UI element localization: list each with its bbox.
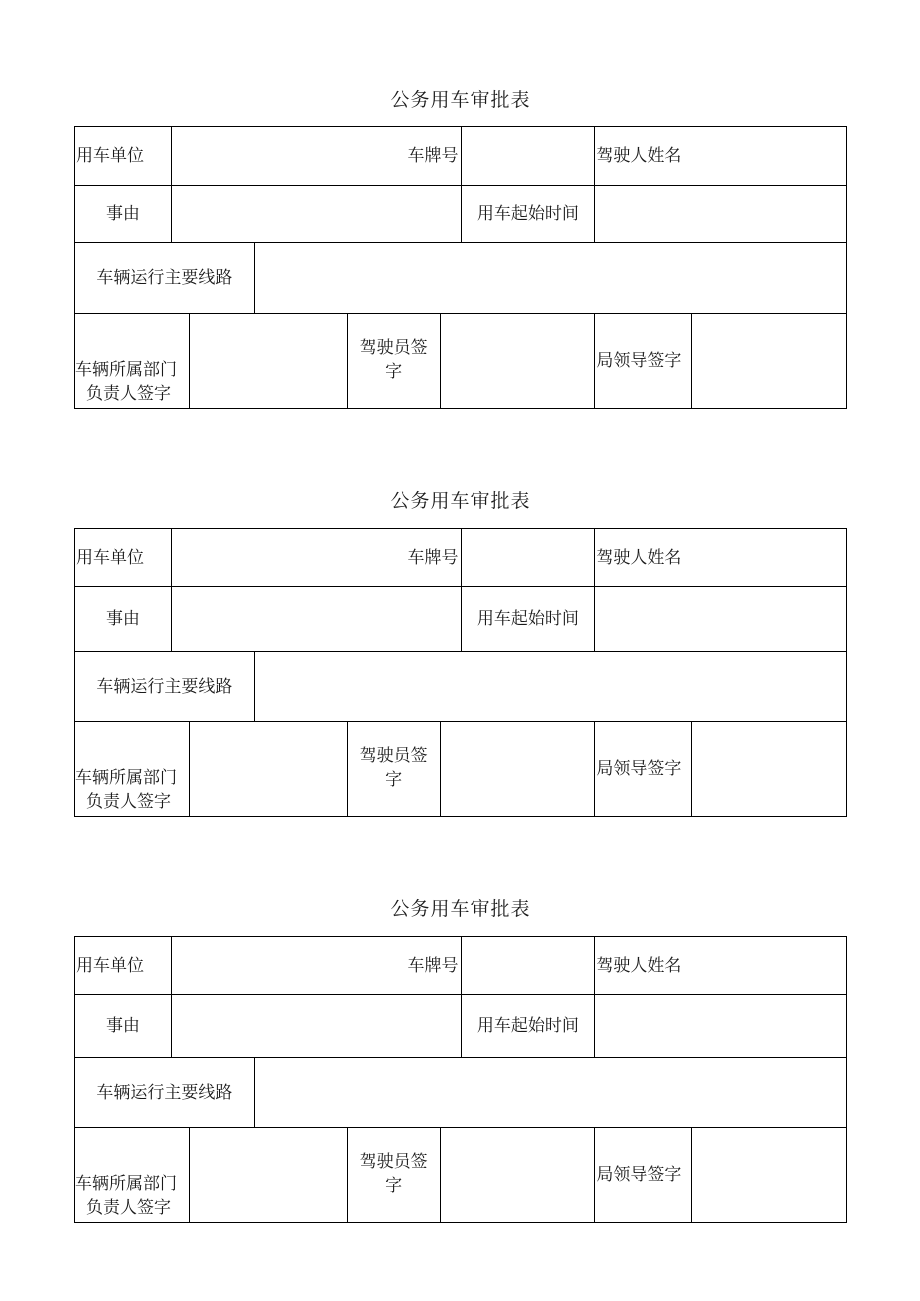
reason-value[interactable] — [172, 995, 462, 1058]
reason-label: 事由 — [75, 186, 172, 243]
dept-sign-label-line1: 车辆所属部门 — [75, 1174, 177, 1194]
driver-name-label: 驾驶人姓名 — [595, 529, 847, 587]
start-time-label: 用车起始时间 — [462, 587, 596, 652]
start-time-value[interactable] — [595, 995, 847, 1058]
dept-sign-label — [75, 722, 190, 817]
reason-label: 事由 — [75, 995, 172, 1058]
leader-sign-label: 局领导签字 — [595, 722, 692, 817]
start-time-label: 用车起始时间 — [462, 995, 596, 1058]
driver-name-label: 驾驶人姓名 — [595, 937, 847, 995]
route-label: 车辆运行主要线路 — [75, 1058, 255, 1128]
dept-sign-label-line1: 车辆所属部门 — [75, 768, 177, 788]
dept-sign-value[interactable] — [190, 722, 348, 817]
route-label: 车辆运行主要线路 — [75, 652, 255, 722]
start-time-value[interactable] — [595, 587, 847, 652]
route-value[interactable] — [255, 652, 847, 722]
form-title: 公务用车审批表 — [390, 490, 531, 512]
leader-sign-value[interactable] — [692, 1128, 847, 1223]
unit-label: 用车单位 — [75, 127, 172, 186]
dept-sign-value[interactable] — [190, 314, 348, 409]
leader-sign-value[interactable] — [692, 722, 847, 817]
unit-label: 用车单位 — [75, 529, 172, 587]
driver-name-label: 驾驶人姓名 — [595, 127, 847, 186]
dept-sign-value[interactable] — [190, 1128, 348, 1223]
start-time-label: 用车起始时间 — [462, 186, 596, 243]
route-value[interactable] — [255, 243, 847, 314]
plate-value[interactable] — [462, 529, 596, 587]
driver-sign-label: 驾驶员签字 — [348, 722, 441, 817]
form-table — [74, 126, 847, 409]
leader-sign-value[interactable] — [692, 314, 847, 409]
form-title: 公务用车审批表 — [390, 898, 531, 920]
driver-sign-value[interactable] — [441, 722, 596, 817]
plate-value[interactable] — [462, 127, 596, 186]
route-label: 车辆运行主要线路 — [75, 243, 255, 314]
route-value[interactable] — [255, 1058, 847, 1128]
start-time-value[interactable] — [595, 186, 847, 243]
dept-sign-label-line1: 车辆所属部门 — [75, 360, 177, 380]
form-title: 公务用车审批表 — [390, 89, 531, 111]
leader-sign-label: 局领导签字 — [595, 1128, 692, 1223]
driver-sign-label: 驾驶员签字 — [348, 314, 441, 409]
unit-label: 用车单位 — [75, 937, 172, 995]
plate-value[interactable] — [462, 937, 596, 995]
form-table — [74, 936, 847, 1223]
dept-sign-label — [75, 1128, 190, 1223]
reason-value[interactable] — [172, 186, 462, 243]
form-table — [74, 528, 847, 817]
driver-sign-value[interactable] — [441, 1128, 596, 1223]
dept-sign-label-line2: 负责人签字 — [86, 792, 171, 812]
driver-sign-label: 驾驶员签字 — [348, 1128, 441, 1223]
leader-sign-label: 局领导签字 — [595, 314, 692, 409]
dept-sign-label-line2: 负责人签字 — [86, 1198, 171, 1218]
reason-label: 事由 — [75, 587, 172, 652]
plate-label: 车牌号 — [172, 529, 462, 587]
driver-sign-value[interactable] — [441, 314, 596, 409]
reason-value[interactable] — [172, 587, 462, 652]
dept-sign-label — [75, 314, 190, 409]
plate-label: 车牌号 — [172, 127, 462, 186]
plate-label: 车牌号 — [172, 937, 462, 995]
dept-sign-label-line2: 负责人签字 — [86, 384, 171, 404]
